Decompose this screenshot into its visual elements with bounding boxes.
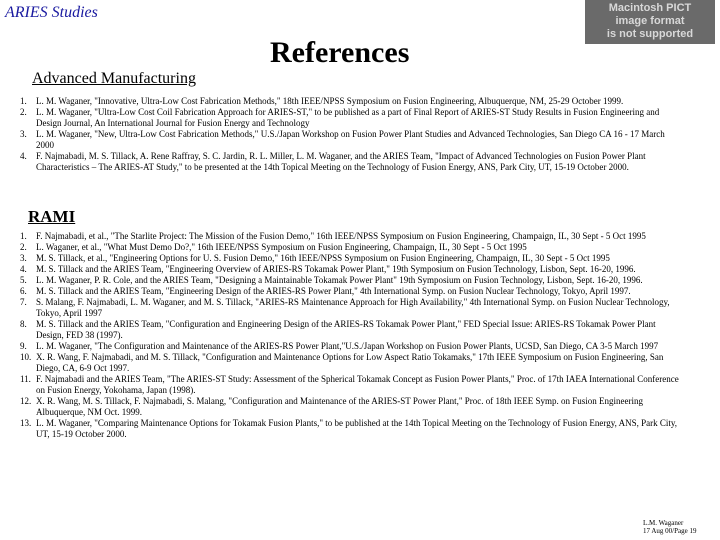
reference-number: 3. bbox=[20, 129, 27, 139]
reference-item bbox=[20, 107, 682, 129]
rami-reference-list bbox=[20, 231, 682, 440]
reference-text: M. S. Tillack, et al., "Engineering Options for U. S. Fusion Demo," 16th IEEE/NPSS Symposium on Fusion Engineering, Champaign, IL, 30 Sept - 5 Oct 1995 bbox=[36, 253, 610, 263]
reference-text: L. M. Waganer, "The Configuration and Maintenance of the ARIES-RS Power Plant,"U.S./Japan Workshop on Fusion Power Plants, UCSD, San Diego, CA 3-5 March 1997 bbox=[36, 341, 659, 351]
pict-notice-line: image format bbox=[615, 15, 685, 27]
reference-text: L. M. Waganer, "New, Ultra-Low Cost Fabrication Methods," U.S./Japan Workshop on Fusion Power Plant Studies and Advanced Technologies, San Diego CA 16 - 17 March 2000 bbox=[36, 129, 665, 150]
brand-title: ARIES Studies bbox=[5, 4, 98, 21]
reference-item bbox=[20, 374, 682, 396]
page-title: References bbox=[270, 36, 410, 69]
reference-item bbox=[20, 242, 682, 253]
reference-number: 3. bbox=[20, 253, 27, 263]
reference-number: 10. bbox=[20, 352, 32, 362]
reference-number: 6. bbox=[20, 286, 27, 296]
reference-text: S. Malang, F. Najmabadi, L. M. Waganer, and M. S. Tillack, "ARIES-RS Maintenance Approach for High Availability," 4th International Symp. on Fusion Nuclear Technology, Tokyo, April 1997 bbox=[36, 297, 670, 318]
reference-number: 11. bbox=[20, 374, 31, 384]
reference-text: L. M. Waganer, P. R. Cole, and the ARIES Team, "Designing a Maintainable Tokamak Power Plant" 19th Symposium on Fusion Technology, Lisbon, Sept. 16-20, 1996. bbox=[36, 275, 643, 285]
reference-text: M. S. Tillack and the ARIES Team, "Configuration and Engineering Design of the ARIES-RS Tokamak Power Plant," FED Special Issue: ARIES-RS Tokamak Power Plant Design, FED 38 (1997). bbox=[36, 319, 656, 340]
reference-item bbox=[20, 286, 682, 297]
reference-text: F. Najmabadi, et al., "The Starlite Project: The Mission of the Fusion Demo," 16th IEEE/NPSS Symposium on Fusion Engineering, Champaign, IL, 30 Sept - 5 Oct 1995 bbox=[36, 231, 646, 241]
pict-notice-line: is not supported bbox=[606, 28, 694, 40]
reference-item bbox=[20, 264, 682, 275]
reference-number: 2. bbox=[20, 242, 27, 252]
reference-item bbox=[20, 352, 682, 374]
reference-number: 9. bbox=[20, 341, 27, 351]
reference-item bbox=[20, 96, 682, 107]
reference-item bbox=[20, 231, 682, 242]
reference-text: M. S. Tillack and the ARIES Team, "Engineering Design of the ARIES-RS Power Plant," 4th International Symp. on Fusion Nuclear Technology, Tokyo, April 1997. bbox=[36, 286, 631, 296]
reference-text: F. Najmabadi and the ARIES Team, "The ARIES-ST Study: Assessment of the Spherical Tokamak Concept as Fusion Power Plants," Proc. of 17th IAEA International Conference on Fusion Energy, Yokohama, Japan (1998). bbox=[36, 374, 679, 395]
reference-number: 5. bbox=[20, 275, 27, 285]
advanced-manufacturing-reference-list bbox=[20, 96, 682, 173]
reference-number: 1. bbox=[20, 96, 27, 106]
reference-item bbox=[20, 396, 682, 418]
reference-text: L. M. Waganer, "Innovative, Ultra-Low Cost Fabrication Methods," 18th IEEE/NPSS Symposium on Fusion Engineering, Albuquerque, NM, 25-29 October 1999. bbox=[36, 96, 624, 106]
section-heading-rami: RAMI bbox=[28, 207, 76, 226]
pict-placeholder-image bbox=[585, 0, 715, 44]
reference-number: 4. bbox=[20, 264, 27, 274]
reference-item bbox=[20, 341, 682, 352]
reference-number: 4. bbox=[20, 151, 27, 161]
reference-item bbox=[20, 418, 682, 440]
reference-item bbox=[20, 253, 682, 264]
reference-number: 1. bbox=[20, 231, 27, 241]
reference-text: L. M. Waganer, "Ultra-Low Cost Coil Fabrication Approach for ARIES-ST," to be published as a part of Final Report of ARIES-ST Study Results in Fusion Engineering and Design Journal, An International Journal for Fusion Energy and Technology bbox=[36, 107, 660, 128]
reference-number: 13. bbox=[20, 418, 32, 428]
reference-item bbox=[20, 275, 682, 286]
reference-item bbox=[20, 319, 682, 341]
reference-item bbox=[20, 151, 682, 173]
footer-date-page: 17 Aug 00/Page 19 bbox=[643, 527, 697, 535]
pict-notice-line: Macintosh PICT bbox=[608, 2, 692, 14]
reference-number: 2. bbox=[20, 107, 27, 117]
section-heading-advanced-manufacturing: Advanced Manufacturing bbox=[32, 70, 196, 87]
reference-item bbox=[20, 129, 682, 151]
reference-item bbox=[20, 297, 682, 319]
slide-footer bbox=[643, 519, 696, 535]
footer-author: L.M. Waganer bbox=[643, 519, 684, 527]
reference-text: L. M. Waganer, "Comparing Maintenance Options for Tokamak Fusion Plants," to be published at the 14th Topical Meeting on the Technology of Fusion Energy, ANS, Park City, UT, 15-19 October 2000. bbox=[36, 418, 678, 439]
reference-text: X. R. Wang, M. S. Tillack, F. Najmabadi, S. Malang, "Configuration and Maintenance of the ARIES-ST Power Plant," Proc. of 18th IEEE Symp. on Fusion Engineering Albuquerque, NM Oct. 1999. bbox=[36, 396, 644, 417]
reference-number: 7. bbox=[20, 297, 27, 307]
reference-text: L. Waganer, et al., "What Must Demo Do?," 16th IEEE/NPSS Symposium on Fusion Engineering, Champaign, IL, 30 Sept - 5 Oct 1995 bbox=[36, 242, 527, 252]
reference-text: X. R. Wang, F. Najmabadi, and M. S. Tillack, "Configuration and Maintenance Options for Low Aspect Ratio Tokamaks," 17th IEEE Symposium on Fusion Engineering, San Diego, CA, 6-9 Oct 1997. bbox=[36, 352, 664, 373]
reference-number: 12. bbox=[20, 396, 32, 406]
reference-text: M. S. Tillack and the ARIES Team, "Engineering Overview of ARIES-RS Tokamak Power Plant," 19th Symposium on Fusion Technology, Lisbon, Sept. 16-20, 1996. bbox=[36, 264, 636, 274]
reference-text: F. Najmabadi, M. S. Tillack, A. Rene Raffray, S. C. Jardin, R. L. Miller, L. M. Waganer, and the ARIES Team, "Impact of Advanced Technologies on Fusion Power Plant Characteristics – The ARIES-AT Study," to be presented at the 14th Topical Meeting on the Technology of Fusion Energy, ANS, Park City, UT, 15-19 October 2000. bbox=[36, 151, 646, 172]
reference-number: 8. bbox=[20, 319, 27, 329]
